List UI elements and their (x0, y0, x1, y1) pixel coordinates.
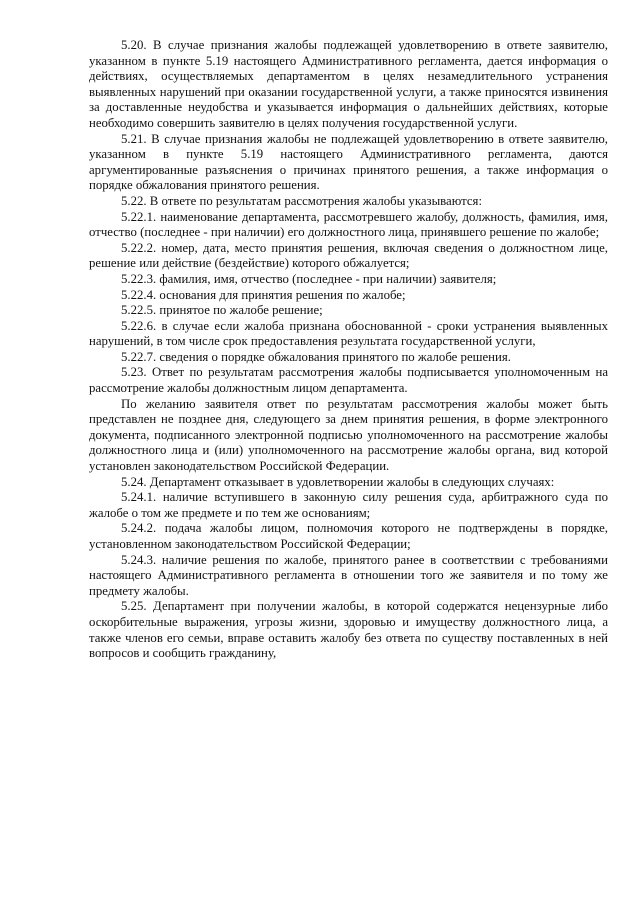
paragraph-5-22-1: 5.22.1. наименование департамента, рассмотревшего жалобу, должность, фамилия, имя, отчество (последнее - при наличии) его должностного лица, принявшего решение по жалобе; (89, 209, 608, 240)
paragraph-5-24-3: 5.24.3. наличие решения по жалобе, принятого ранее в соответствии с требованиями настоящего Административного регламента в отношении того же заявителя и по тому же предмету жалобы. (89, 552, 608, 598)
paragraph-5-21: 5.21. В случае признания жалобы не подлежащей удовлетворению в ответе заявителю, указанном в пункте 5.19 настоящего Административного регламента, даются аргументированные разъяснения о причинах принятого решения, а также информация о порядке обжалования принятого решения. (89, 131, 608, 193)
paragraph-5-20: 5.20. В случае признания жалобы подлежащей удовлетворению в ответе заявителю, указанном в пункте 5.19 настоящего Административного регламента, дается информация о действиях, осуществляемых департаментом в целях незамедлительного устранения выявленных нарушений при оказании государственной услуги, а также приносятся извинения за доставленные неудобства и указывается информация о дальнейших действиях, которые необходимо совершить заявителю в целях получения государственной услуги. (89, 38, 608, 130)
paragraph-5-22-4: 5.22.4. основания для принятия решения по жалобе; (121, 287, 406, 302)
paragraph-5-25: 5.25. Департамент при получении жалобы, в которой содержатся нецензурные либо оскорбительные выражения, угрозы жизни, здоровью и имуществу должностного лица, а также членов его семьи, вправе оставить жалобу без ответа по существу поставленных в ней вопросов и сообщить гражданину, (89, 599, 608, 661)
paragraph-5-22-6: 5.22.6. в случае если жалоба признана обоснованной - сроки устранения выявленных нарушений, в том числе срок предоставления результата государственной услуги, (89, 318, 608, 349)
paragraph-5-24-1: 5.24.1. наличие вступившего в законную силу решения суда, арбитражного суда по жалобе о том же предмете и по тем же основаниям; (89, 490, 608, 520)
paragraph-5-22-3: 5.22.3. фамилия, имя, отчество (последнее - при наличии) заявителя; (121, 271, 497, 286)
paragraph-5-22-5: 5.22.5. принятое по жалобе решение; (121, 303, 323, 318)
paragraph-5-23-electronic: По желанию заявителя ответ по результатам рассмотрения жалобы может быть представлен не позднее дня, следующего за днем принятия решения, в форме электронного документа, подписанного электронной подписью уполномоченного на рассмотрение жалобы должностного лица и (или) уполномоченного на рассмотрение жалобы органа, вид которой установлен законодательством Российской Федерации. (89, 396, 608, 474)
paragraph-5-23: 5.23. Ответ по результатам рассмотрения жалобы подписывается уполномоченным на рассмотрение жалобы должностным лицом департамента. (89, 365, 608, 396)
paragraph-5-22: 5.22. В ответе по результатам рассмотрения жалобы указываются: (121, 193, 482, 208)
paragraph-5-24-2: 5.24.2. подача жалобы лицом, полномочия которого не подтверждены в порядке, установленном законодательством Российской Федерации; (89, 521, 608, 551)
paragraph-5-24: 5.24. Департамент отказывает в удовлетворении жалобы в следующих случаях: (121, 474, 555, 489)
paragraph-5-22-2: 5.22.2. номер, дата, место принятия решения, включая сведения о должностном лице, решение или действие (бездействие) которого обжалуется; (89, 240, 608, 271)
document-page (89, 38, 608, 662)
paragraph-5-22-7: 5.22.7. сведения о порядке обжалования принятого по жалобе решения. (121, 349, 511, 364)
